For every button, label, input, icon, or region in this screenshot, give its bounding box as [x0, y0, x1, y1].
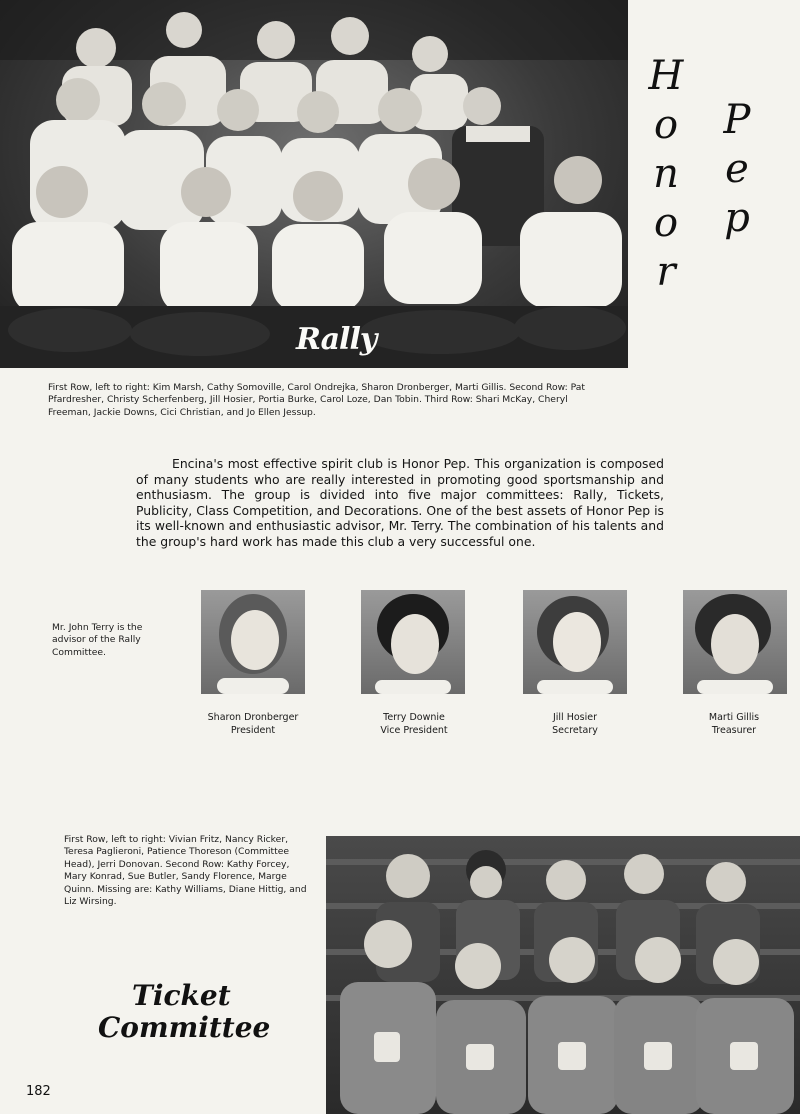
honor-letter: o: [653, 102, 679, 148]
advisor-note: Mr. John Terry is the advisor of the Rally Committee.: [52, 622, 143, 658]
pep-letter: p: [724, 195, 750, 241]
ticket-committee-photo: [326, 836, 800, 1114]
honor-title: [646, 52, 686, 297]
honor-letter: o: [653, 200, 679, 246]
honor-letter: r: [656, 249, 676, 295]
officer-name: Marti Gillis: [708, 712, 760, 723]
honor-letter: n: [653, 151, 679, 197]
rally-photo-label: Rally: [296, 322, 377, 357]
rally-photo-caption: First Row, left to right: Kim Marsh, Cathy Somoville, Carol Ondrejka, Sharon Dronberger, Marti Gillis. Second Row: Pat Pfardresher, Christy Scherfenberg, Jill Hosier, Portia Burke, Carol Loze, Dan Tobin. Third Row: Shari McKay, Cheryl Freeman, Jackie Downs, Cici Christian, and Jo Ellen Jessup.: [48, 382, 586, 418]
officer-portrait-vice-president: [361, 590, 465, 694]
officer-caption-secretary: [500, 712, 650, 737]
pep-letter: e: [725, 146, 749, 192]
body-paragraph-text: Encina's most effective spirit club is Honor Pep. This organization is composed of many students who are really interested in promoting good sportsmanship and enthusiasm. The group is divided into five major committees: Rally, Tickets, Publicity, Class Competition, and Decorations. One of the best assets of Honor Pep is its well-known and enthusiastic advisor, Mr. Terry. The combination of his talents and the group's hard work has made this club a very successful one.: [136, 456, 664, 549]
officer-portrait-president: [201, 590, 305, 694]
officer-caption-treasurer: [659, 712, 800, 737]
ticket-committee-title: [98, 979, 271, 1044]
rally-group-photo: [0, 0, 628, 368]
officer-name: Jill Hosier: [552, 712, 598, 723]
officer-caption-president: [178, 712, 328, 737]
officer-caption-vice-president: [339, 712, 489, 737]
pep-title: [717, 96, 757, 243]
officer-portrait-treasurer: [683, 590, 787, 694]
ticket-title-line1: Ticket: [132, 979, 231, 1012]
officer-name: Terry Downie: [383, 712, 445, 723]
officer-title: Treasurer: [711, 724, 757, 736]
officer-title: President: [230, 724, 276, 736]
officer-portrait-secretary: [523, 590, 627, 694]
page-number: 182: [26, 1084, 51, 1099]
honor-letter: H: [648, 53, 684, 99]
officer-title: Vice President: [380, 724, 448, 736]
officer-title: Secretary: [552, 724, 598, 736]
ticket-committee-caption: First Row, left to right: Vivian Fritz, Nancy Ricker, Teresa Paglieroni, Patience Thoreson (Committee Head), Jerri Donovan. Second Row: Kathy Forcey, Mary Konrad, Sue Butler, Sandy Florence, Marge Quinn. Missing are: Kathy Williams, Diane Hittig, and Liz Wirsing.: [64, 834, 307, 908]
officer-name: Sharon Dronberger: [207, 712, 299, 723]
ticket-title-line2: Committee: [98, 1011, 271, 1044]
pep-letter: P: [723, 97, 751, 143]
body-paragraph: [136, 456, 664, 550]
